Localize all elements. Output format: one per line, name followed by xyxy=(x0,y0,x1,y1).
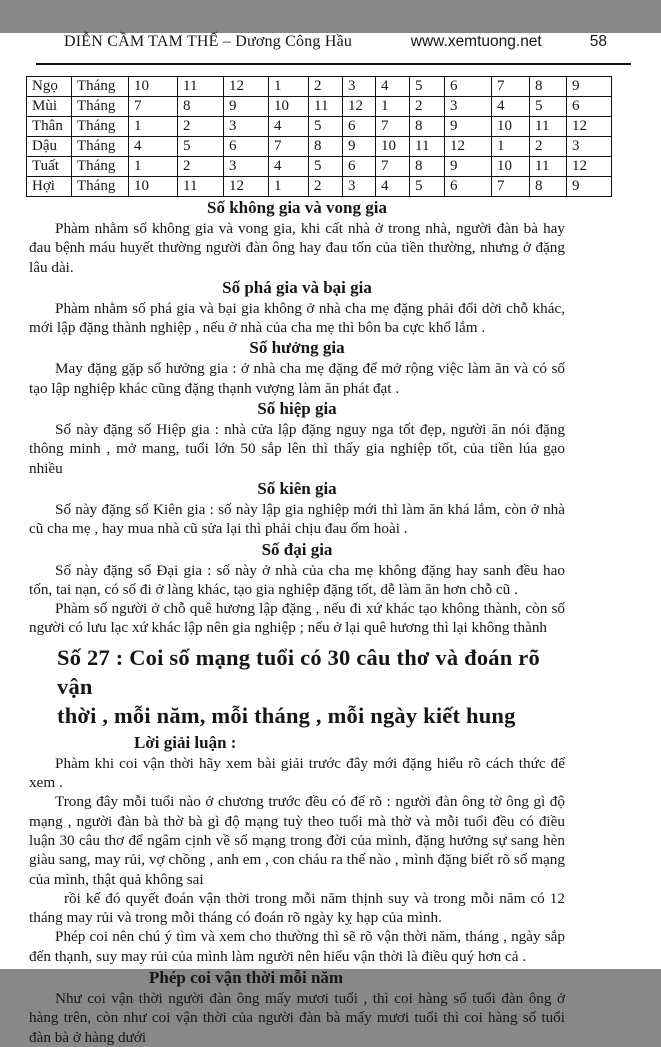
month-cell: 11 xyxy=(410,137,445,157)
month-cell: 3 xyxy=(343,177,376,197)
section-heading: Số phá gia và bại gia xyxy=(222,277,372,297)
chapter-heading xyxy=(57,643,565,730)
month-cell: 2 xyxy=(309,77,343,97)
table-row xyxy=(27,157,612,177)
month-cell: 4 xyxy=(376,177,410,197)
month-cell: 9 xyxy=(343,137,376,157)
unit-cell: Tháng xyxy=(72,77,129,97)
website-url: www.xemtuong.net xyxy=(410,33,542,50)
month-cell: 1 xyxy=(376,97,410,117)
month-cell: 1 xyxy=(269,177,309,197)
month-cell: 3 xyxy=(224,157,269,177)
paragraph: Phàm nhằm số phá gia và bại gia không ở nhà cha mẹ đặng phải đổi dời chỗ khác, mới lập đặng thành nghiệp , nếu ở nhà của cha mẹ thì bôn ba cực khổ lắm . xyxy=(29,299,565,337)
month-cell: 12 xyxy=(224,77,269,97)
section-heading: Số đại gia xyxy=(261,539,333,559)
month-cell: 4 xyxy=(129,137,178,157)
month-cell: 7 xyxy=(269,137,309,157)
month-cell: 9 xyxy=(224,97,269,117)
month-cell: 11 xyxy=(178,177,224,197)
month-cell: 8 xyxy=(530,177,567,197)
paragraph: Phàm khi coi vận thời hãy xem bài giải trước đây mới đặng hiểu rõ cách thức để xem . xyxy=(29,754,565,792)
month-cell: 6 xyxy=(343,117,376,137)
month-cell: 12 xyxy=(567,117,612,137)
month-cell: 3 xyxy=(567,137,612,157)
branch-cell: Thân xyxy=(27,117,72,137)
month-cell: 3 xyxy=(445,97,492,117)
month-cell: 7 xyxy=(376,117,410,137)
month-cell: 8 xyxy=(178,97,224,117)
month-cell: 4 xyxy=(269,157,309,177)
month-table xyxy=(26,76,612,197)
month-cell: 9 xyxy=(567,77,612,97)
branch-cell: Dậu xyxy=(27,137,72,157)
month-cell: 1 xyxy=(269,77,309,97)
month-cell: 7 xyxy=(492,77,530,97)
paragraph: Trong đây mỗi tuổi nào ở chương trước đều có để rõ : người đàn ông tờ ông gì độ mạng , người đàn bà thờ bà gì độ mạng tuỳ theo tuổi mà thờ và mỗi tuổi đều có điều luận 30 câu thơ để ngâm cịnh về số mạng trong đời của mình, đặng hưởng sự sang hèn giàu sang, may rủi, vợ chồng , anh em , con cháu ra thế nào , mình đặng biết rõ số mạng của mình, thật quả không sai xyxy=(29,793,565,888)
paragraph: Số này đặng số Hiệp gia : nhà cửa lập đặng nguy nga tốt đẹp, người ăn nói đặng thông minh , mở mang, tuổi lớn 50 sắp lên thì thấy gia nghiệp tốt, của tiền lúa gạo nhiều xyxy=(29,421,565,477)
month-cell: 3 xyxy=(224,117,269,137)
month-cell: 10 xyxy=(129,77,178,97)
month-cell: 2 xyxy=(309,177,343,197)
month-cell: 6 xyxy=(224,137,269,157)
table-row xyxy=(27,97,612,117)
month-cell: 10 xyxy=(129,177,178,197)
month-cell: 2 xyxy=(410,97,445,117)
unit-cell: Tháng xyxy=(72,157,129,177)
month-cell: 9 xyxy=(567,177,612,197)
section-heading: Số kiên gia xyxy=(257,478,337,498)
month-cell: 5 xyxy=(530,97,567,117)
unit-cell: Tháng xyxy=(72,137,129,157)
book-page xyxy=(0,33,661,1046)
table-row xyxy=(27,137,612,157)
month-cell: 6 xyxy=(567,97,612,117)
month-cell: 3 xyxy=(343,77,376,97)
paragraph: Như coi vận thời người đàn ông mấy mươi tuổi , thì coi hàng số tuổi đàn ông ở hàng trên, còn như coi vận thời của người đàn bà mấy mươi tuổi thì coi hàng số tuổi đàn bà ở hàng dưới xyxy=(29,990,565,1046)
month-cell: 4 xyxy=(269,117,309,137)
section-heading: Số không gia và vong gia xyxy=(207,198,387,217)
month-cell: 2 xyxy=(530,137,567,157)
month-cell: 10 xyxy=(492,117,530,137)
chapter-heading-line2: thời , mỗi năm, mỗi tháng , mỗi ngày kiết hung xyxy=(57,702,516,728)
month-cell: 12 xyxy=(224,177,269,197)
chapter-heading-line1: Số 27 : Coi số mạng tuổi có 30 câu thơ và đoán rõ vận xyxy=(57,644,540,699)
unit-cell: Tháng xyxy=(72,97,129,117)
month-cell: 6 xyxy=(343,157,376,177)
month-cell: 12 xyxy=(343,97,376,117)
month-cell: 8 xyxy=(530,77,567,97)
month-cell: 5 xyxy=(410,177,445,197)
paragraph: Số này đặng số Đại gia : số này ở nhà của cha mẹ không đặng hay sanh đều hao tốn, tai nạn, có số đi ở làng khác, tạo gia nghiệp đặng tốt, dễ làm ăn hơn chỗ cũ . xyxy=(29,561,565,598)
unit-cell: Tháng xyxy=(72,177,129,197)
paragraph: Số này đặng số Kiên gia : số này lập gia nghiệp mới thì làm ăn khá lắm, còn ở nhà cũ cha mẹ , hay mua nhà cũ sửa lại thì phải chịu đau ốm hoài . xyxy=(29,500,565,538)
month-cell: 5 xyxy=(309,157,343,177)
month-cell: 8 xyxy=(309,137,343,157)
book-title: DIỄN CẦM TAM THẾ – Dương Công Hầu xyxy=(64,33,353,50)
month-cell: 4 xyxy=(376,77,410,97)
sub-heading-phep-coi-van-thoi: Phép coi vận thời mỗi năm xyxy=(149,968,344,988)
table-row xyxy=(27,177,612,197)
month-cell: 1 xyxy=(492,137,530,157)
month-cell: 8 xyxy=(410,157,445,177)
month-cell: 11 xyxy=(530,117,567,137)
month-cell: 1 xyxy=(129,157,178,177)
paragraph: May đặng gặp số hưởng gia : ở nhà cha mẹ đặng để mở rộng việc làm ăn và có số tạo lập nghiệp khác cũng đặng thạnh vượng làm ăn phát đạt . xyxy=(29,360,565,397)
month-cell: 6 xyxy=(445,177,492,197)
month-cell: 7 xyxy=(492,177,530,197)
unit-cell: Tháng xyxy=(72,117,129,137)
month-cell: 12 xyxy=(445,137,492,157)
month-cell: 6 xyxy=(445,77,492,97)
month-cell: 2 xyxy=(178,117,224,137)
month-cell: 8 xyxy=(410,117,445,137)
table-row xyxy=(27,117,612,137)
table-row xyxy=(27,77,612,97)
paragraph: Phép coi nên chú ý tìm và xem cho thường thì sẽ rõ vận thời năm, tháng , ngày sắp đến thạnh, suy may rủi của mình làm người nên hiểu vận thời là điều quý hơn cả . xyxy=(29,928,565,965)
paragraph: Phàm nhằm số không gia và vong gia, khi cất nhà ở trong nhà, người đàn bà hay đau bệnh máu huyết thường người đàn ông hay đau tốn của tiền thường, nhưng ở đặng lâu dài. xyxy=(29,220,565,276)
month-cell: 11 xyxy=(530,157,567,177)
month-cell: 11 xyxy=(178,77,224,97)
month-cell: 4 xyxy=(492,97,530,117)
paragraph: Phàm số người ở chỗ quê hương lập đặng , nếu đi xứ khác tạo không thành, còn số người có lưu lạc xứ khác lập nên gia nghiệp ; nếu ở lại quê hương thì lại không thành xyxy=(29,600,565,637)
month-cell: 12 xyxy=(567,157,612,177)
month-cell: 10 xyxy=(269,97,309,117)
page-number: 58 xyxy=(589,33,607,50)
section-heading: Số hiệp gia xyxy=(257,399,337,419)
month-cell: 5 xyxy=(410,77,445,97)
month-cell: 1 xyxy=(129,117,178,137)
month-cell: 7 xyxy=(376,157,410,177)
month-cell: 9 xyxy=(445,117,492,137)
sub-heading-loi-giai-luan: Lời giải luận : xyxy=(134,732,237,752)
month-cell: 2 xyxy=(178,157,224,177)
section-heading: Số hưởng gia xyxy=(249,338,345,358)
branch-cell: Mùi xyxy=(27,97,72,117)
branch-cell: Ngọ xyxy=(27,77,72,97)
month-cell: 11 xyxy=(309,97,343,117)
text-column xyxy=(29,198,565,1047)
month-cell: 10 xyxy=(376,137,410,157)
month-cell: 5 xyxy=(178,137,224,157)
branch-cell: Hợi xyxy=(27,177,72,197)
month-cell: 7 xyxy=(129,97,178,117)
month-cell: 5 xyxy=(309,117,343,137)
month-cell: 9 xyxy=(445,157,492,177)
branch-cell: Tuất xyxy=(27,157,72,177)
month-cell: 10 xyxy=(492,157,530,177)
page-header xyxy=(36,33,631,65)
paragraph: rồi kế đó quyết đoán vận thời trong mỗi năm thịnh suy và trong mỗi năm có 12 tháng may rủi và trong mỗi tháng có đoán rõ ngày kỵ hạp của mình. xyxy=(29,889,565,927)
